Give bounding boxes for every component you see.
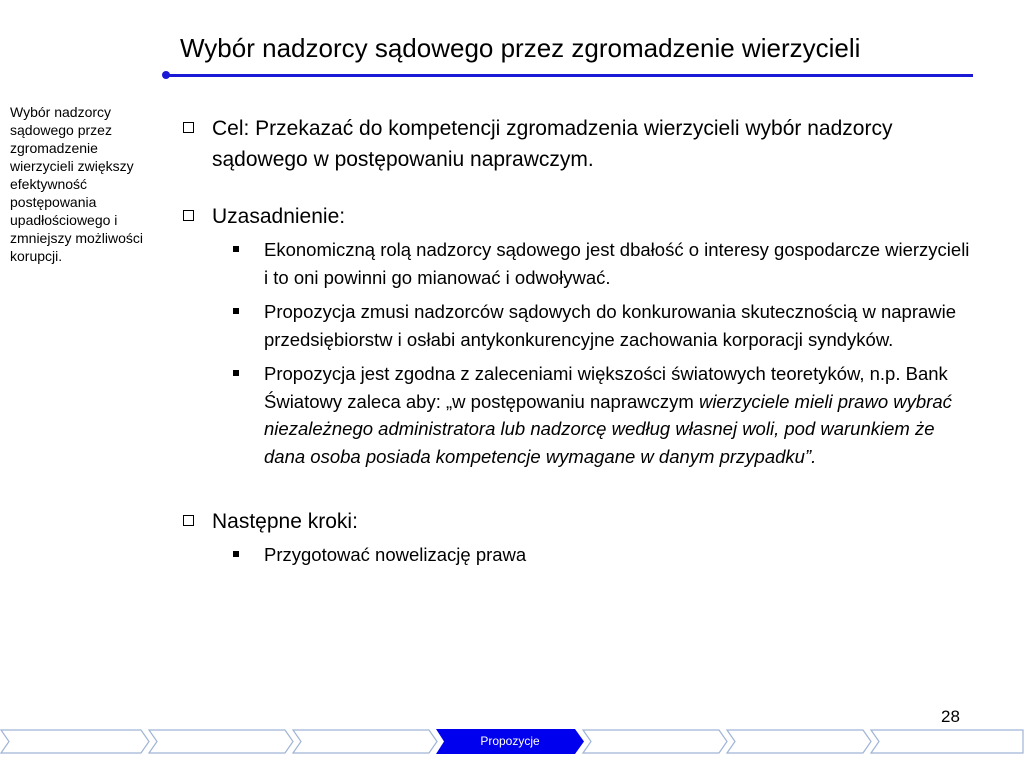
- section-heading: Następne kroki:: [212, 510, 358, 533]
- page-number: 28: [941, 707, 960, 726]
- list-item-text: [264, 360, 973, 470]
- next-steps-bullets: [233, 541, 973, 569]
- list-item-text: Przygotować nowelizację prawa: [264, 544, 527, 565]
- nav-tab-shape: [292, 729, 438, 754]
- section-next-steps: [183, 506, 973, 537]
- list-item: [233, 298, 973, 353]
- section-heading: Uzasadnienie:: [212, 205, 346, 228]
- slide-title: Wybór nadzorcy sądowego przez zgromadzenie wierzycieli: [180, 33, 861, 63]
- list-item-text-plain: Propozycja jest zgodna z zaleceniami większości światowych teoretyków, n.p. Bank Światowy zaleca aby: „w postępowaniu naprawczym: [264, 363, 948, 412]
- nav-tab-6[interactable]: [726, 729, 872, 754]
- nav-tab-label: Propozycje: [480, 734, 540, 748]
- list-item: [233, 236, 973, 291]
- checkbox-bullet-icon: [183, 122, 194, 133]
- nav-tab-shape: [582, 729, 728, 754]
- nav-tab-shape: [726, 729, 872, 754]
- nav-tab-7[interactable]: [870, 729, 1024, 754]
- nav-tab-2[interactable]: [148, 729, 294, 754]
- list-item-text: Ekonomiczną rolą nadzorcy sądowego jest dbałość o interesy gospodarcze wierzycieli i to oni powinni go mianować i odwoływać.: [264, 239, 970, 288]
- nav-tab-active[interactable]: [436, 729, 584, 754]
- nav-tab-1[interactable]: [0, 729, 150, 754]
- slide-content: [183, 113, 973, 569]
- section-navigation-bar: [0, 729, 1024, 754]
- list-item: [233, 360, 973, 470]
- nav-tab-shape: [0, 729, 150, 754]
- nav-tab-5[interactable]: [582, 729, 728, 754]
- list-item: [233, 541, 973, 569]
- section-heading: Cel: Przekazać do kompetencji zgromadzenia wierzycieli wybór nadzorcy sądowego w postępowaniu naprawczym.: [212, 117, 893, 171]
- checkbox-bullet-icon: [183, 210, 194, 221]
- square-bullet-icon: [233, 551, 239, 557]
- sidebar-note: Wybór nadzorcy sądowego przez zgromadzenie wierzycieli zwiększy efektywność postępowania upadłościowego i zmniejszy możliwości korupcji.: [10, 104, 144, 264]
- square-bullet-icon: [233, 246, 239, 252]
- list-item-text-quote: wierzyciele mieli prawo wybrać niezależnego administratora lub nadzorcę według własnej woli, pod warunkiem że dana osoba posiada kompetencje wymagane w danym przypadku”.: [264, 390, 952, 467]
- title-rule: [167, 74, 973, 77]
- section-justification: [183, 201, 973, 232]
- square-bullet-icon: [233, 308, 239, 314]
- nav-tab-shape: [148, 729, 294, 754]
- square-bullet-icon: [233, 370, 239, 376]
- justification-bullets: [233, 236, 973, 470]
- list-item-text: Propozycja zmusi nadzorców sądowych do konkurowania skutecznością w naprawie przedsiębiorstw i osłabi antykonkurencyjne zachowania korporacji syndyków.: [264, 301, 957, 350]
- section-goal: [183, 113, 973, 175]
- nav-tab-3[interactable]: [292, 729, 438, 754]
- nav-tab-shape: [870, 729, 1024, 754]
- checkbox-bullet-icon: [183, 515, 194, 526]
